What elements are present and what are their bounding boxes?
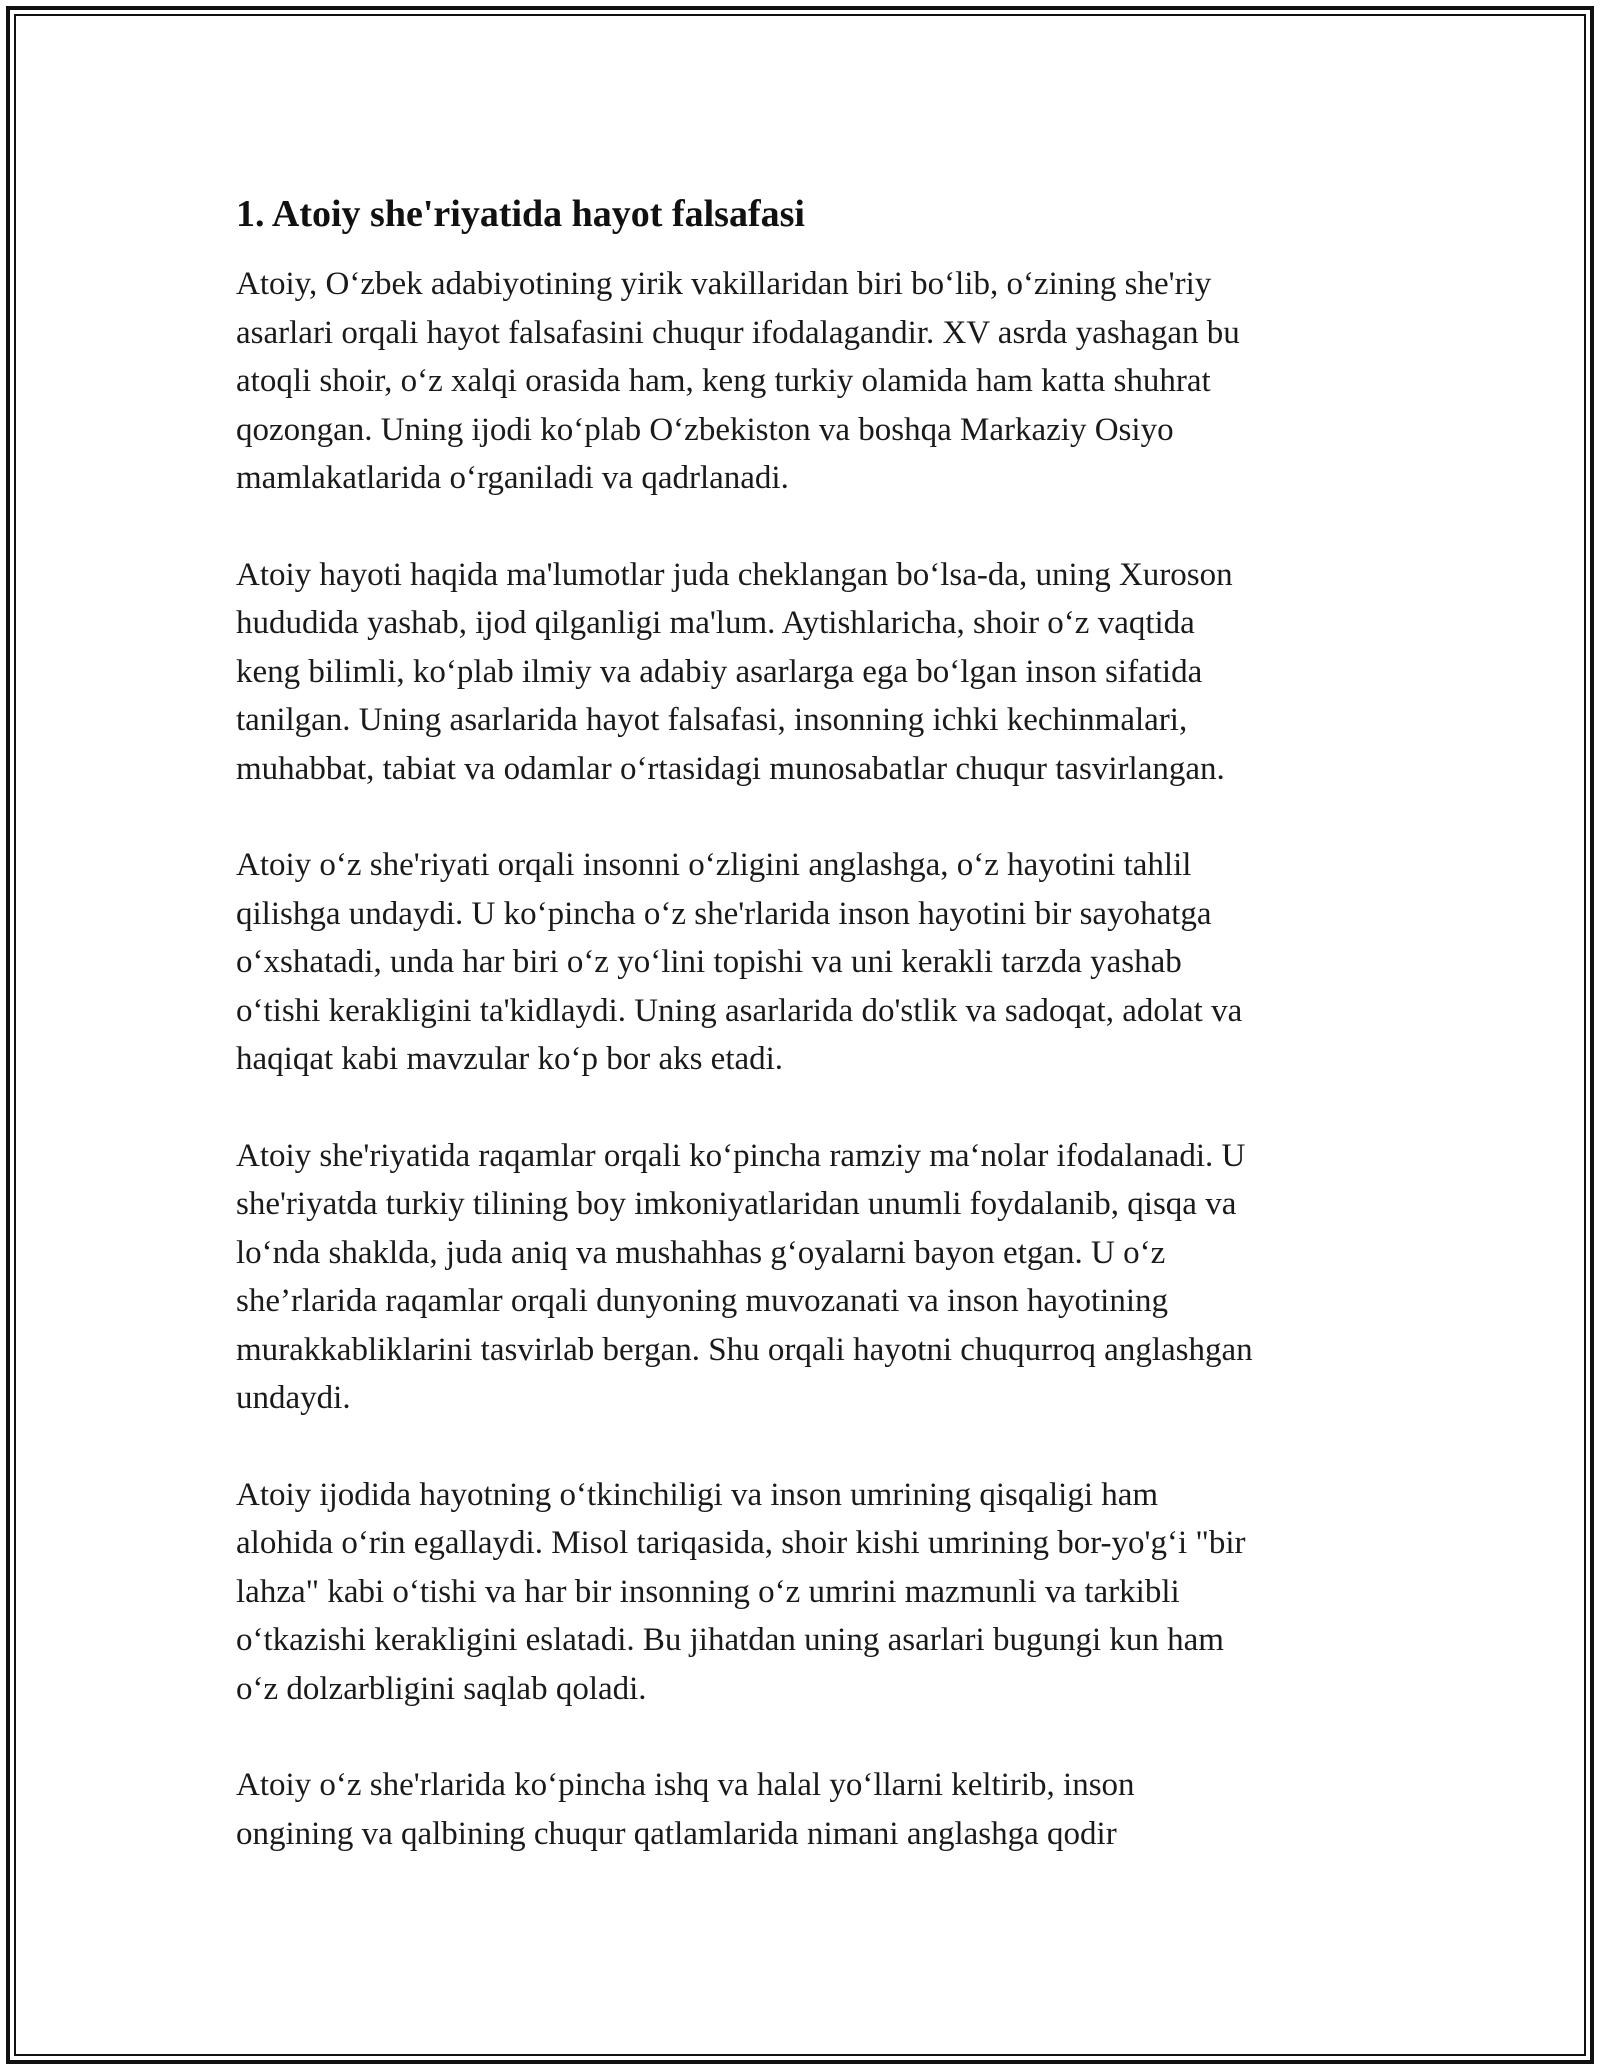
paragraph-line: she'riyatda turkiy tilining boy imkoniyatlaridan unumli foydalanib, qisqa va bbox=[236, 1186, 1237, 1222]
paragraph-line: o‘tishi kerakligini ta'kidlaydi. Uning asarlarida do'stlik va sadoqat, adolat va bbox=[236, 992, 1243, 1029]
paragraph-4 bbox=[236, 1132, 1376, 1423]
paragraph-line: o‘xshatadi, unda har biri o‘z yo‘lini topishi va uni kerakli tarzda yashab bbox=[236, 944, 1182, 980]
paragraph-3 bbox=[236, 841, 1376, 1084]
paragraph-line: o‘tkazishi kerakligini eslatadi. Bu jihatdan uning asarlari bugungi kun ham bbox=[236, 1622, 1224, 1658]
paragraph-line: Atoiy o‘z she'rlarida ko‘pincha ishq va halal yo‘llarni keltirib, inson bbox=[236, 1767, 1135, 1803]
document-body bbox=[236, 260, 1376, 1858]
paragraph-1 bbox=[236, 260, 1376, 503]
document-page bbox=[236, 186, 1376, 1906]
paragraph-line: mamlakatlarida o‘rganiladi va qadrlanadi. bbox=[236, 460, 789, 496]
paragraph-line: hududida yashab, ijod qilganligi ma'lum. Aytishlaricha, shoir o‘z vaqtida bbox=[236, 605, 1195, 641]
paragraph-line: murakkabliklarini tasvirlab bergan. Shu orqali hayotni chuqurroq anglashgan bbox=[236, 1331, 1253, 1368]
paragraph-line: Atoiy hayoti haqida ma'lumotlar juda cheklangan bo‘lsa-da, uning Xuroson bbox=[236, 556, 1233, 593]
paragraph-5 bbox=[236, 1471, 1376, 1714]
paragraph-6 bbox=[236, 1761, 1376, 1858]
paragraph-line: qozongan. Uning ijodi ko‘plab O‘zbekiston va boshqa Markaziy Osiyo bbox=[236, 411, 1174, 448]
section-heading: 1. Atoiy she'riyatida hayot falsafasi bbox=[236, 193, 805, 235]
paragraph-line: keng bilimli, ko‘plab ilmiy va adabiy asarlarga ega bo‘lgan inson sifatida bbox=[236, 653, 1203, 690]
paragraph-line: qilishga undaydi. U ko‘pincha o‘z she'rlarida inson hayotini bir sayohatga bbox=[236, 895, 1212, 932]
paragraph-line: undaydi. bbox=[236, 1380, 351, 1416]
paragraph-line: lahza" kabi o‘tishi va har bir insonning o‘z umrini mazmunli va tarkibli bbox=[236, 1573, 1180, 1610]
paragraph-line: o‘z dolzarbligini saqlab qoladi. bbox=[236, 1670, 647, 1707]
paragraph-line: atoqli shoir, o‘z xalqi orasida ham, keng turkiy olamida ham katta shuhrat bbox=[236, 363, 1211, 399]
paragraph-line: Atoiy o‘z she'riyati orqali insonni o‘zligini anglashga, o‘z hayotini tahlil bbox=[236, 847, 1192, 883]
paragraph-line: she’rlarida raqamlar orqali dunyoning muvozanati va inson hayotining bbox=[236, 1283, 1168, 1319]
paragraph-2 bbox=[236, 551, 1376, 794]
paragraph-line: Atoiy, O‘zbek adabiyotining yirik vakillaridan biri bo‘lib, o‘zining she'riy bbox=[236, 266, 1212, 302]
paragraph-line: alohida o‘rin egallaydi. Misol tariqasida, shoir kishi umrining bor-yo'g‘i "bir bbox=[236, 1525, 1246, 1561]
paragraph-line: asarlari orqali hayot falsafasini chuqur ifodalagandir. XV asrda yashagan bu bbox=[236, 314, 1240, 351]
paragraph-line: Atoiy ijodida hayotning o‘tkinchiligi va inson umrining qisqaligi ham bbox=[236, 1476, 1159, 1513]
paragraph-line: Atoiy she'riyatida raqamlar orqali ko‘pincha ramziy ma‘nolar ifodalanadi. U bbox=[236, 1137, 1246, 1174]
paragraph-line: tanilgan. Uning asarlarida hayot falsafasi, insonning ichki kechinmalari, bbox=[236, 702, 1188, 738]
paragraph-line: lo‘nda shaklda, juda aniq va mushahhas g‘oyalarni bayon etgan. U o‘z bbox=[236, 1234, 1166, 1271]
paragraph-line: muhabbat, tabiat va odamlar o‘rtasidagi munosabatlar chuqur tasvirlangan. bbox=[236, 750, 1225, 787]
paragraph-line: haqiqat kabi mavzular ko‘p bor aks etadi. bbox=[236, 1041, 784, 1077]
paragraph-line: ongining va qalbining chuqur qatlamlarida nimani anglashga qodir bbox=[236, 1815, 1117, 1852]
